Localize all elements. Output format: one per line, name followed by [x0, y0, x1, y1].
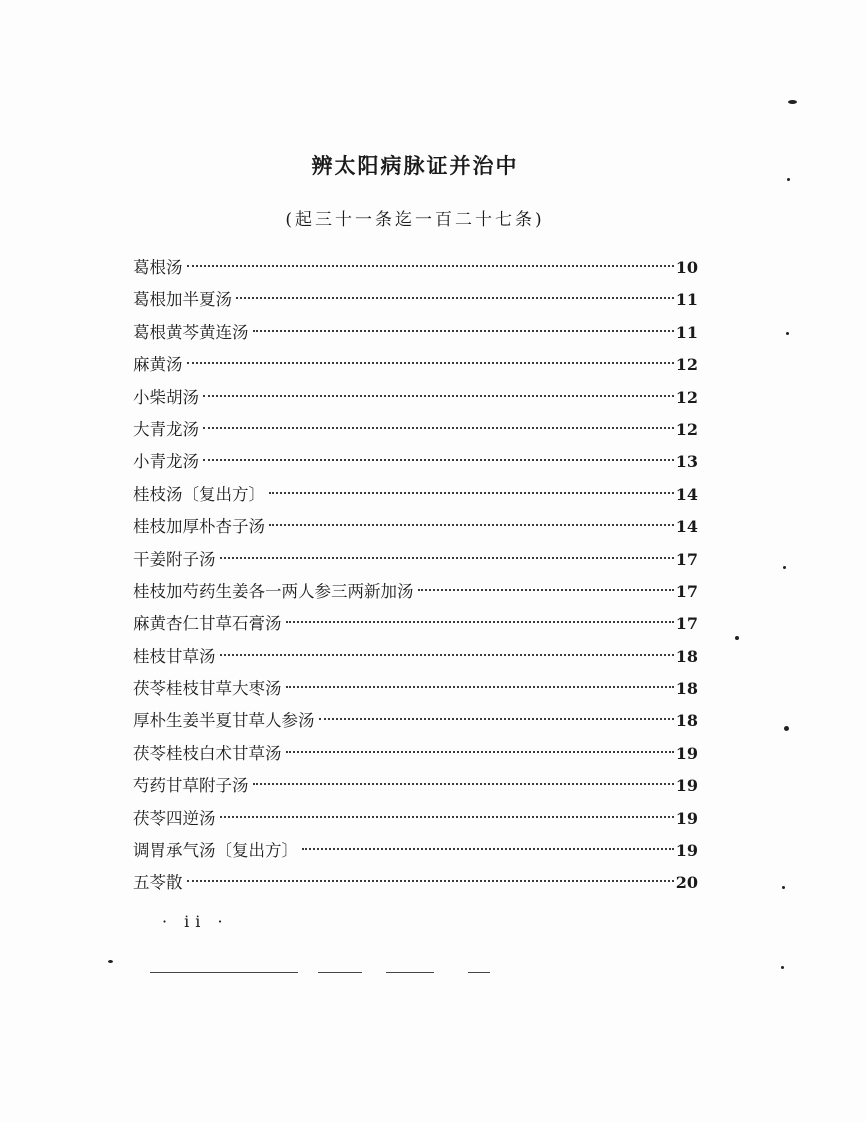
chapter-subtitle: (起三十一条迄一百二十七条) [285, 210, 545, 230]
scan-line [468, 972, 490, 973]
toc-dot-leader [286, 621, 674, 623]
toc-dot-leader [220, 654, 674, 656]
toc-entry-page: 10 [675, 258, 698, 277]
toc-entry [133, 416, 698, 448]
toc-entry-page: 11 [675, 322, 698, 342]
toc-entry-page: 18 [675, 679, 698, 699]
toc-entry-title: 茯苓桂枝白术甘草汤 [133, 743, 282, 763]
toc-entry [133, 869, 698, 901]
toc-dot-leader [220, 557, 674, 559]
scan-line [318, 972, 362, 973]
toc-entry-page: 12 [675, 387, 698, 407]
toc-dot-leader [236, 297, 674, 299]
toc-entry [133, 610, 698, 642]
toc-entry [133, 513, 698, 545]
toc-entry [133, 481, 698, 513]
toc-entry [133, 384, 698, 416]
toc-entry-page: 18 [675, 646, 698, 666]
toc-entry-title: 葛根汤 [133, 258, 183, 277]
toc-dot-leader [302, 848, 674, 850]
toc-entry-title: 调胃承气汤〔复出方〕 [133, 841, 298, 861]
scan-line [150, 972, 298, 973]
toc-dot-leader [286, 686, 674, 688]
toc-dot-leader [187, 880, 674, 882]
toc-entry-title: 葛根黄芩黄连汤 [133, 322, 249, 342]
toc-entry-title: 厚朴生姜半夏甘草人参汤 [133, 711, 315, 731]
toc-entry-page: 17 [675, 614, 698, 634]
toc-entry [133, 707, 698, 739]
toc-entry [133, 643, 698, 675]
toc-entry-page: 13 [675, 452, 698, 472]
scan-speck [784, 726, 789, 731]
toc-entry-title: 干姜附子汤 [133, 549, 216, 569]
toc-entry-page: 18 [675, 711, 698, 731]
toc-entry [133, 740, 698, 772]
scan-speck [781, 966, 784, 969]
toc-entry-title: 茯苓桂枝甘草大枣汤 [133, 679, 282, 699]
toc-entry-title: 大青龙汤 [133, 419, 199, 439]
toc-entry [133, 675, 698, 707]
toc-dot-leader [319, 718, 674, 720]
scan-speck [788, 100, 797, 104]
scan-speck [735, 636, 739, 640]
scan-speck [786, 332, 789, 335]
toc-entry-page: 14 [675, 517, 698, 537]
toc-entry-page: 17 [675, 549, 698, 569]
toc-entry [133, 448, 698, 480]
toc-entry-page: 19 [675, 743, 698, 763]
scan-speck [108, 960, 113, 963]
toc-entry-page: 19 [675, 841, 698, 861]
toc-dot-leader [187, 265, 674, 267]
toc-dot-leader [253, 783, 674, 785]
toc-entry-title: 茯苓四逆汤 [133, 808, 216, 828]
toc-entry-title: 葛根加半夏汤 [133, 290, 232, 310]
toc-dot-leader [269, 524, 674, 526]
toc-entry-title: 麻黄汤 [133, 355, 183, 375]
toc-dot-leader [187, 362, 674, 364]
toc-entry-title: 桂枝加厚朴杏子汤 [133, 517, 265, 537]
table-of-contents [133, 254, 698, 902]
page-number: · ii · [162, 912, 229, 931]
toc-entry-title: 麻黄杏仁甘草石膏汤 [133, 614, 282, 634]
toc-entry-title: 桂枝甘草汤 [133, 646, 216, 666]
toc-dot-leader [253, 330, 674, 332]
toc-entry [133, 578, 698, 610]
toc-entry [133, 351, 698, 383]
scan-speck [783, 566, 786, 569]
toc-entry-title: 桂枝汤〔复出方〕 [133, 484, 265, 504]
scan-line [386, 972, 434, 973]
toc-entry [133, 254, 698, 286]
toc-dot-leader [418, 589, 674, 591]
toc-entry [133, 837, 698, 869]
toc-entry-page: 20 [675, 873, 698, 893]
toc-dot-leader [203, 459, 674, 461]
toc-entry-title: 小柴胡汤 [133, 387, 199, 407]
toc-entry-title: 小青龙汤 [133, 452, 199, 472]
toc-entry-page: 12 [675, 419, 698, 439]
toc-entry-page: 17 [675, 581, 698, 601]
toc-entry-title: 芍药甘草附子汤 [133, 776, 249, 796]
toc-dot-leader [269, 492, 674, 494]
toc-entry [133, 805, 698, 837]
toc-entry [133, 286, 698, 318]
toc-entry [133, 546, 698, 578]
toc-entry-page: 19 [675, 776, 698, 796]
toc-entry-title: 桂枝加芍药生姜各一两人参三两新加汤 [133, 581, 414, 601]
toc-entry-page: 11 [675, 290, 698, 310]
scan-speck [782, 886, 785, 889]
toc-dot-leader [203, 427, 674, 429]
toc-entry [133, 772, 698, 804]
toc-entry-page: 12 [675, 355, 698, 375]
toc-dot-leader [220, 816, 674, 818]
toc-dot-leader [286, 751, 674, 753]
toc-dot-leader [203, 395, 674, 397]
toc-entry-page: 14 [675, 484, 698, 504]
toc-entry-page: 19 [675, 808, 698, 828]
scan-speck [787, 178, 790, 181]
toc-entry-title: 五苓散 [133, 873, 183, 893]
chapter-title: 辨太阳病脉证并治中 [311, 154, 519, 178]
toc-entry [133, 319, 698, 351]
